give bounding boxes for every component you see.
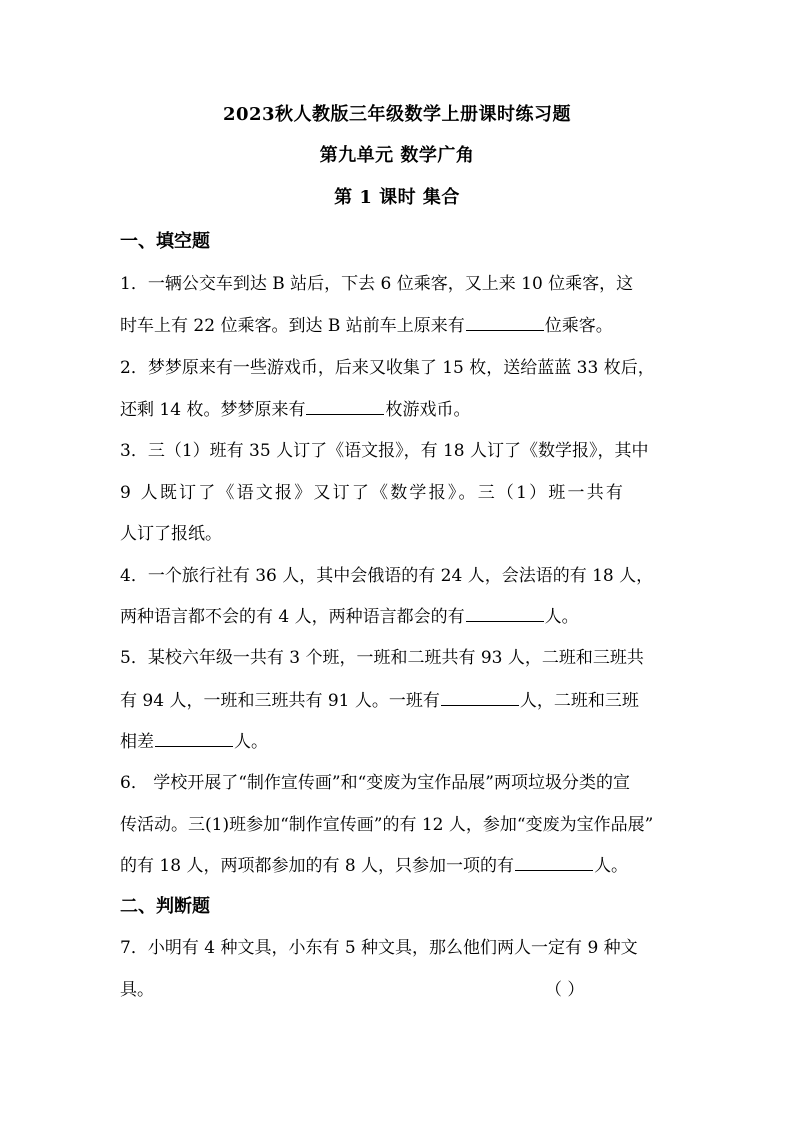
question-4-line-1: 4．一个旅行社有 36 人，其中会俄语的有 24 人，会法语的有 18 人， (120, 566, 654, 586)
question-4-text: 两种语言都不会的有 4 人，两种语言都会的有 (120, 607, 465, 627)
question-3-line-3: 人订了报纸。 (120, 524, 222, 544)
answer-blank[interactable] (155, 745, 233, 747)
question-5-text-mid: 人，二班和三班 (519, 691, 639, 711)
unit-title: 第九单元 数学广角 (319, 145, 475, 166)
answer-blank[interactable] (515, 869, 593, 871)
question-3-line-1: 3．三（1）班有 35 人订了《语文报》，有 18 人订了《数学报》，其中 (120, 441, 649, 461)
question-5-line-3 (120, 727, 268, 752)
question-7-line-1: 7．小明有 4 种文具，小东有 5 种文具，那么他们两人一定有 9 种文 (120, 938, 638, 958)
question-6-line-1: 6． 学校开展了“制作宣传画”和“变废为宝作品展”两项垃圾分类的宣 (120, 773, 630, 793)
question-5-text: 有 94 人，一班和三班共有 91 人。一班有 (120, 691, 440, 711)
question-6-text-end: 人。 (594, 856, 629, 876)
answer-blank[interactable] (466, 329, 544, 331)
answer-parentheses[interactable]: （ ） (545, 980, 585, 1000)
answer-blank[interactable] (466, 620, 544, 622)
section-fill-in-heading: 一、填空题 (120, 231, 210, 252)
question-4-line-2 (120, 602, 579, 627)
question-4-text-end: 人。 (544, 607, 579, 627)
page-title: 2023秋人教版三年级数学上册课时练习题 (222, 104, 572, 125)
section-judge-heading: 二、判断题 (120, 896, 210, 917)
question-2-text: 还剩 14 枚。梦梦原来有 (120, 400, 306, 420)
question-1-text: 时车上有 22 位乘客。到达 B 站前车上原来有 (120, 316, 465, 336)
question-2-line-1: 2．梦梦原来有一些游戏币，后来又收集了 15 枚，送给蓝蓝 33 枚后， (120, 358, 655, 378)
question-3-line-2: 9 人既订了《语文报》又订了《数学报》。三（1）班一共有 (120, 483, 626, 503)
question-1-line-1: 1．一辆公交车到达 B 站后，下去 6 位乘客，又上来 10 位乘客，这 (120, 274, 634, 294)
question-5-line-2 (120, 686, 639, 711)
question-5-text-end: 人。 (234, 732, 268, 752)
question-2-line-2 (120, 395, 470, 420)
question-6-text: 的有 18 人，两项都参加的有 8 人，只参加一项的有 (120, 856, 515, 876)
question-5-text-start: 相差 (120, 732, 154, 752)
question-1-text-end: 位乘客。 (544, 316, 613, 336)
lesson-title: 第 1 课时 集合 (334, 187, 460, 208)
answer-blank[interactable] (306, 413, 384, 415)
question-6-line-2: 传活动。三(1)班参加“制作宣传画”的有 12 人，参加“变废为宝作品展” (120, 815, 654, 835)
question-7-line-2: 具。 (120, 980, 154, 1000)
question-1-line-2 (120, 311, 613, 336)
question-6-line-3 (120, 851, 628, 876)
question-5-line-1: 5．某校六年级一共有 3 个班，一班和二班共有 93 人，二班和三班共 (120, 648, 644, 668)
question-2-text-end: 枚游戏币。 (385, 400, 471, 420)
answer-blank[interactable] (441, 704, 519, 706)
